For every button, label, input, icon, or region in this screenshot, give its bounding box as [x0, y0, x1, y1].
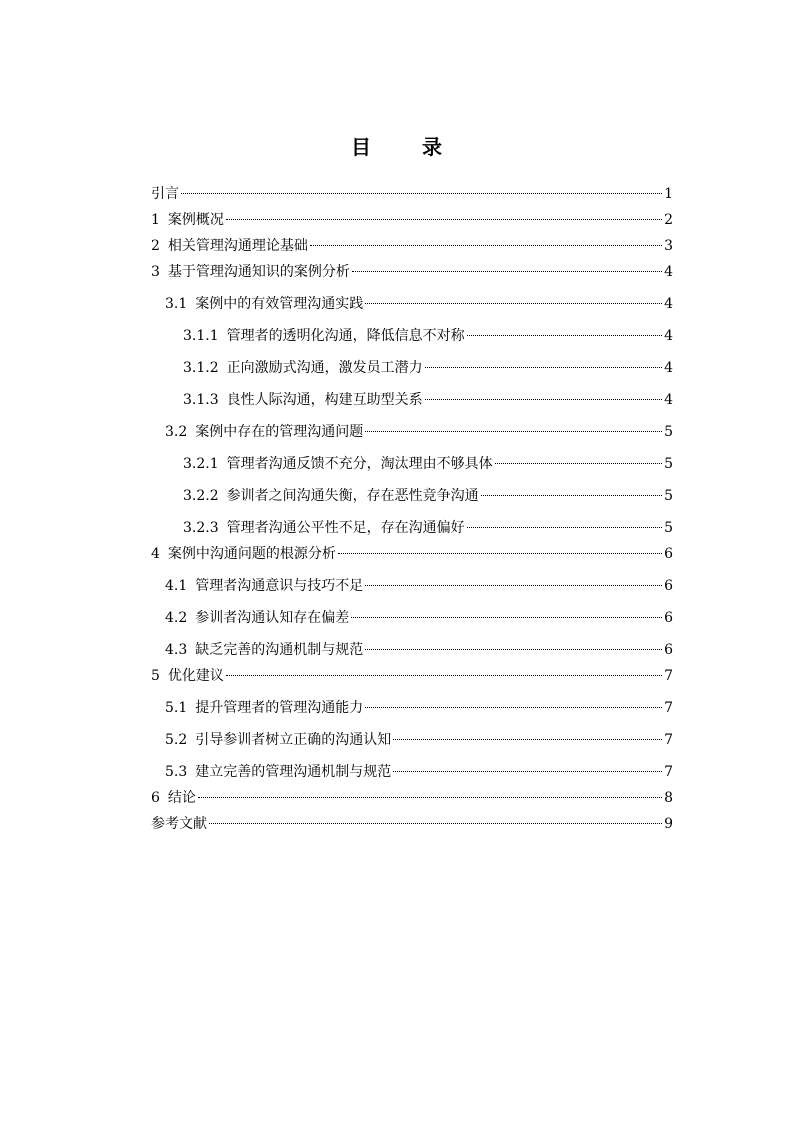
toc-entry-number: 3.1.1 [183, 328, 219, 344]
toc-entry-number: 5.1 [165, 700, 188, 716]
toc-entry[interactable] [151, 390, 673, 410]
toc-page-number: 1 [664, 186, 673, 202]
toc-dot-leader [425, 367, 662, 368]
toc-entry[interactable] [151, 698, 673, 718]
toc-page-number: 6 [664, 610, 673, 626]
toc-entry-number: 5 [151, 668, 160, 684]
toc-entry[interactable] [151, 730, 673, 750]
toc-entry[interactable] [151, 262, 673, 282]
toc-page-number: 4 [664, 264, 673, 280]
toc-entry[interactable] [151, 422, 673, 442]
toc-page-number: 7 [664, 732, 673, 748]
toc-entry[interactable] [151, 236, 673, 256]
toc-dot-leader [425, 399, 662, 400]
toc-dot-leader [365, 585, 662, 586]
toc-entry-number: 3.2.3 [183, 520, 219, 536]
toc-entry-title: 引导参训者树立正确的沟通认知 [195, 732, 392, 748]
toc-page-number: 2 [664, 212, 673, 228]
toc-entry-number: 1 [151, 212, 160, 228]
toc-page-number: 4 [664, 328, 673, 344]
toc-entry-title: 管理者的透明化沟通，降低信息不对称 [226, 328, 465, 344]
toc-entry-number: 6 [151, 790, 160, 806]
toc-entry-number: 3.2 [165, 424, 188, 440]
toc-entry-title: 缺乏完善的沟通机制与规范 [195, 642, 364, 658]
toc-dot-leader [467, 335, 662, 336]
toc-entry-title: 提升管理者的管理沟通能力 [195, 700, 364, 716]
toc-entry[interactable] [151, 576, 673, 596]
toc-entry-title: 正向激励式沟通，激发员工潜力 [226, 360, 423, 376]
toc-entry-title: 案例中存在的管理沟通问题 [195, 424, 364, 440]
toc-page-number: 4 [664, 392, 673, 408]
toc-dot-leader [481, 495, 662, 496]
toc-page-number: 8 [664, 790, 673, 806]
toc-entry-number: 3.1 [165, 296, 188, 312]
toc-entry[interactable] [151, 518, 673, 538]
toc-entry-number: 3.1.3 [183, 392, 219, 408]
toc-entry-number: 4.2 [165, 610, 188, 626]
toc-entry-number: 4.1 [165, 578, 188, 594]
toc-entry[interactable] [151, 454, 673, 474]
toc-dot-leader [351, 617, 662, 618]
toc-dot-leader [226, 675, 662, 676]
toc-page-number: 6 [664, 642, 673, 658]
toc-page-number: 7 [664, 764, 673, 780]
toc-title: 目 录 [351, 135, 464, 159]
toc-page-number: 4 [664, 296, 673, 312]
toc-entry-number: 3.1.2 [183, 360, 219, 376]
toc-entry-title: 案例中的有效管理沟通实践 [195, 296, 364, 312]
toc-dot-leader [226, 219, 662, 220]
toc-entry-title: 案例中沟通问题的根源分析 [167, 546, 336, 562]
toc-entry-number: 4 [151, 546, 160, 562]
toc-entry[interactable] [151, 608, 673, 628]
toc-dot-leader [352, 271, 662, 272]
toc-dot-leader [310, 245, 662, 246]
toc-page-number: 5 [664, 488, 673, 504]
toc-entry-title: 参训者沟通认知存在偏差 [195, 610, 350, 626]
toc-page-number: 5 [664, 424, 673, 440]
toc-dot-leader [209, 823, 662, 824]
toc-entry-title: 良性人际沟通，构建互助型关系 [226, 392, 423, 408]
toc-dot-leader [198, 797, 662, 798]
toc-entry-number: 3.2.2 [183, 488, 219, 504]
toc-dot-leader [495, 463, 662, 464]
toc-entry-number: 4.3 [165, 642, 188, 658]
toc-entry[interactable] [151, 294, 673, 314]
toc-entry-number: 2 [151, 238, 160, 254]
toc-entry-title: 结论 [167, 790, 196, 806]
toc-entry[interactable] [151, 762, 673, 782]
toc-entry[interactable] [151, 640, 673, 660]
toc-entry[interactable] [151, 184, 673, 204]
toc-entry-number: 3 [151, 264, 160, 280]
toc-page-number: 5 [664, 520, 673, 536]
toc-page-number: 3 [664, 238, 673, 254]
toc-page-number: 6 [664, 578, 673, 594]
toc-entry[interactable] [151, 814, 673, 834]
toc-entry[interactable] [151, 666, 673, 686]
toc-page-number: 9 [664, 816, 673, 832]
toc-page-number: 6 [664, 546, 673, 562]
toc-dot-leader [393, 739, 662, 740]
toc-entry[interactable] [151, 358, 673, 378]
toc-entry-number: 3.2.1 [183, 456, 219, 472]
toc-entry-title: 优化建议 [167, 668, 224, 684]
toc-page-number: 4 [664, 360, 673, 376]
toc-dot-leader [181, 193, 662, 194]
toc-page-number: 7 [664, 700, 673, 716]
toc-entry-title: 建立完善的管理沟通机制与规范 [195, 764, 392, 780]
toc-entry-number: 5.3 [165, 764, 188, 780]
toc-entry[interactable] [151, 486, 673, 506]
toc-entry-title: 案例概况 [167, 212, 224, 228]
toc-entry-title: 引言 [151, 186, 179, 202]
toc-list [151, 184, 673, 834]
toc-entry[interactable] [151, 210, 673, 230]
toc-entry-title: 相关管理沟通理论基础 [167, 238, 308, 254]
toc-entry-title: 参训者之间沟通失衡，存在恶性竞争沟通 [226, 488, 479, 504]
toc-dot-leader [338, 553, 662, 554]
toc-page-number: 7 [664, 668, 673, 684]
toc-page-number: 5 [664, 456, 673, 472]
toc-dot-leader [365, 431, 662, 432]
toc-dot-leader [365, 303, 662, 304]
toc-entry[interactable] [151, 326, 673, 346]
toc-entry-title: 参考文献 [151, 816, 207, 832]
toc-dot-leader [467, 527, 662, 528]
toc-entry[interactable] [151, 788, 673, 808]
toc-entry[interactable] [151, 544, 673, 564]
toc-entry-title: 基于管理沟通知识的案例分析 [167, 264, 350, 280]
toc-entry-title: 管理者沟通反馈不充分，淘汰理由不够具体 [226, 456, 493, 472]
toc-entry-title: 管理者沟通意识与技巧不足 [195, 578, 364, 594]
toc-entry-title: 管理者沟通公平性不足，存在沟通偏好 [226, 520, 465, 536]
toc-dot-leader [365, 707, 662, 708]
toc-entry-number: 5.2 [165, 732, 188, 748]
toc-dot-leader [365, 649, 662, 650]
toc-dot-leader [393, 771, 662, 772]
